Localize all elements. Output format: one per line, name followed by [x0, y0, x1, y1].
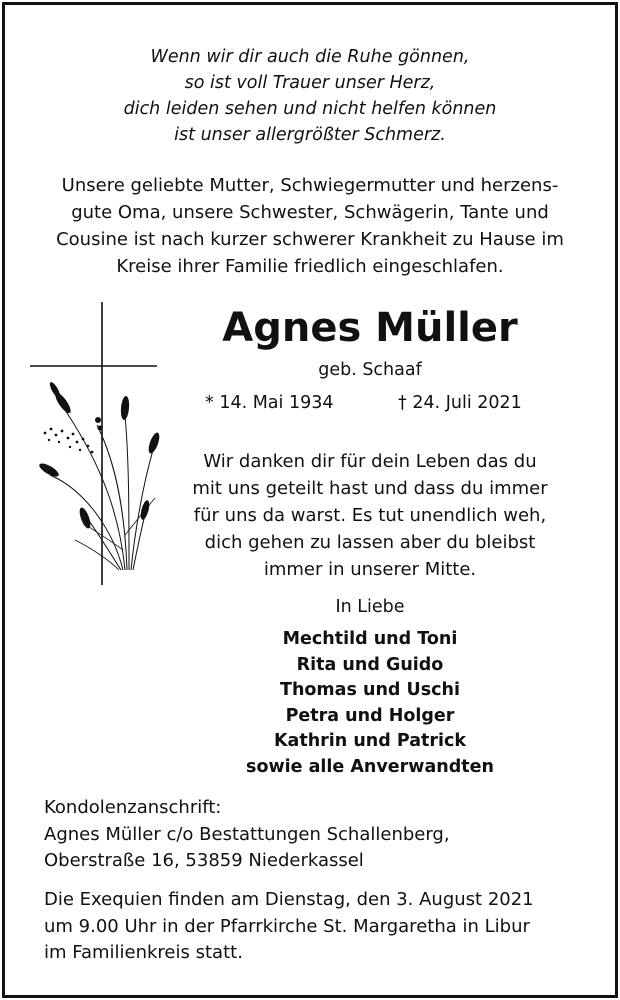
thanks-line: dich gehen zu lassen aber du bleibst: [204, 532, 536, 553]
announcement-line: Kreise ihrer Familie friedlich eingeschlafen.: [116, 256, 504, 277]
family-member: Petra und Holger: [285, 705, 455, 726]
deceased-name: Agnes Müller: [222, 305, 518, 351]
family-member: Mechtild und Toni: [282, 629, 458, 649]
funeral-line: Die Exequien finden am Dienstag, den 3. August 2021: [44, 889, 534, 910]
funeral-line: im Familienkreis statt.: [44, 942, 243, 963]
condolence-line: Oberstraße 16, 53859 Niederkassel: [44, 850, 364, 871]
memorial-poem: [0, 44, 620, 148]
announcement-line: gute Oma, unsere Schwester, Schwägerin, Tante und: [71, 202, 549, 223]
thanks-text: [170, 448, 570, 583]
announcement-text: [20, 172, 600, 280]
family-member: Kathrin und Patrick: [273, 731, 467, 751]
funeral-line: um 9.00 Uhr in der Pfarrkirche St. Margaretha in Libur: [44, 915, 530, 937]
poem-line: dich leiden sehen und nicht helfen können: [123, 99, 497, 119]
announcement-line: Unsere geliebte Mutter, Schwiegermutter und herzens-: [61, 175, 559, 196]
thanks-line: immer in unserer Mitte.: [263, 559, 477, 580]
thanks-line: für uns da warst. Es tut unendlich weh,: [193, 505, 547, 526]
birth-name: geb. Schaaf: [318, 360, 422, 380]
cross-with-wheat-icon: [25, 300, 160, 590]
poem-line: Wenn wir dir auch die Ruhe gönnen,: [150, 47, 470, 67]
family-member: sowie alle Anverwandten: [246, 756, 494, 777]
death-date: † 24. Juli 2021: [398, 393, 522, 413]
condolence-address: [44, 795, 604, 875]
condolence-line: Kondolenzanschrift:: [44, 797, 222, 818]
family-member: Thomas und Uschi: [280, 680, 460, 700]
poem-line: so ist voll Trauer unser Herz,: [184, 73, 436, 93]
thanks-line: Wir danken dir für dein Leben das du: [203, 451, 537, 472]
family-list: [170, 627, 570, 780]
announcement-line: Cousine ist nach kurzer schwerer Krankheit zu Hause im: [56, 229, 564, 250]
funeral-notice: [44, 887, 604, 967]
birth-date: * 14. Mai 1934: [205, 393, 334, 413]
poem-line: ist unser allergrößter Schmerz.: [174, 125, 446, 145]
condolence-line: Agnes Müller c/o Bestattungen Schallenberg,: [44, 823, 450, 845]
family-member: Rita und Guido: [296, 654, 444, 675]
thanks-line: mit uns geteilt hast und dass du immer: [192, 478, 548, 499]
in-love-label: In Liebe: [335, 597, 405, 617]
